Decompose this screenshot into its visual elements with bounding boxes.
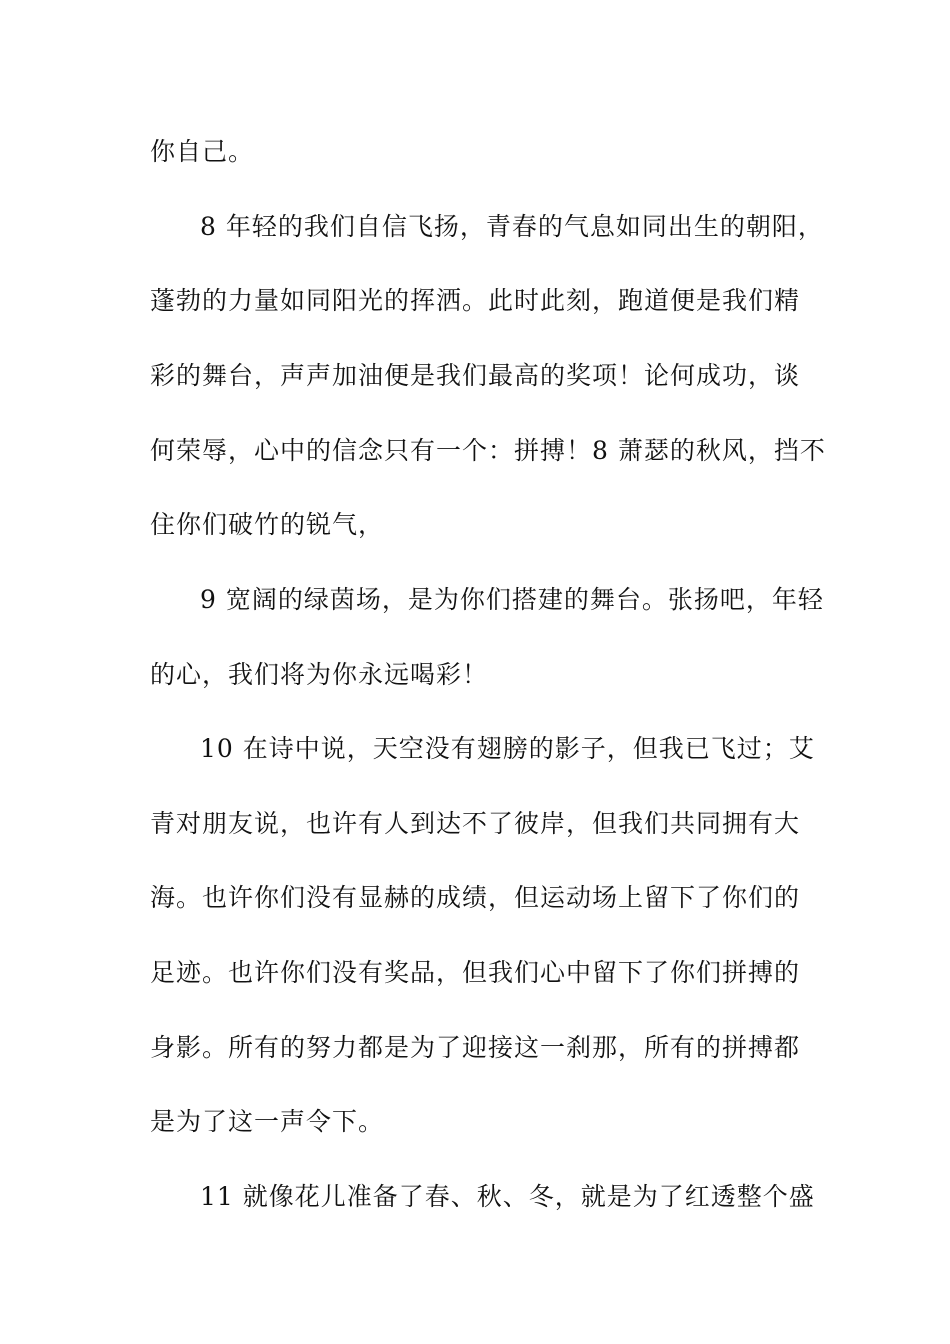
text-line: 的心，我们将为你永远喝彩！ [150,660,489,689]
text-line: 足迹。也许你们没有奖品，但我们心中留下了你们拼搏的 [150,958,801,987]
text-line: 你自己。 [150,137,255,166]
text-line: 是为了这一声令下。 [150,1107,385,1136]
paragraph-first-line: 8 年轻的我们自信飞扬，青春的气息如同出生的朝阳， [200,212,824,241]
paragraph-first-line: 9 宽阔的绿茵场，是为你们搭建的舞台。张扬吧，年轻 [200,585,824,614]
text-line: 住你们破竹的锐气， [150,510,385,539]
paragraph-first-line: 10 在诗中说，天空没有翅膀的影子，但我已飞过；艾 [200,734,815,763]
paragraph-first-line: 11 就像花儿准备了春、秋、冬，就是为了红透整个盛 [200,1182,815,1211]
text-line: 彩的舞台，声声加油便是我们最高的奖项！论何成功，谈 [150,361,801,390]
text-line: 海。也许你们没有显赫的成绩，但运动场上留下了你们的 [150,883,801,912]
text-line: 蓬勃的力量如同阳光的挥洒。此时此刻，跑道便是我们精 [150,286,801,315]
text-line: 青对朋友说，也许有人到达不了彼岸，但我们共同拥有大 [150,809,801,838]
text-line: 身影。所有的努力都是为了迎接这一刹那，所有的拼搏都 [150,1033,801,1062]
text-line: 何荣辱，心中的信念只有一个：拼搏！8 萧瑟的秋风，挡不 [150,436,826,465]
